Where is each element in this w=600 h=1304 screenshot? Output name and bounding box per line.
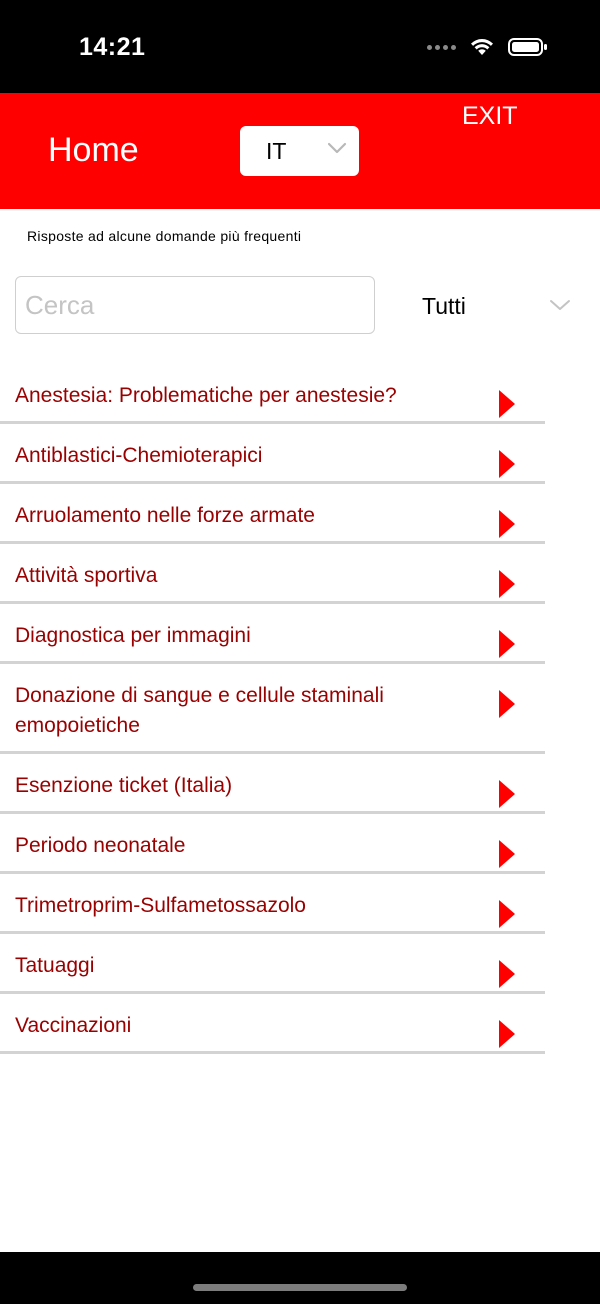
list-item[interactable] xyxy=(0,424,545,484)
page-title: Home xyxy=(48,131,139,169)
list-item[interactable] xyxy=(0,994,545,1054)
language-select-value: IT xyxy=(266,138,287,164)
battery-icon xyxy=(508,37,548,57)
faq-list xyxy=(0,364,545,1054)
play-arrow-icon xyxy=(499,900,515,928)
list-item-label: Donazione di sangue e cellule staminali emopoietiche xyxy=(15,684,384,737)
play-arrow-icon xyxy=(499,780,515,808)
exit-button[interactable]: EXIT xyxy=(462,102,518,130)
play-arrow-icon xyxy=(499,630,515,658)
play-arrow-icon xyxy=(499,390,515,418)
play-arrow-icon xyxy=(499,570,515,598)
bottom-bar xyxy=(0,1252,600,1304)
status-icons xyxy=(427,37,548,57)
list-item[interactable] xyxy=(0,484,545,544)
list-item[interactable] xyxy=(0,754,545,814)
list-item-label: Esenzione ticket (Italia) xyxy=(15,774,233,797)
list-item[interactable] xyxy=(0,664,545,754)
play-arrow-icon xyxy=(499,960,515,988)
home-indicator[interactable] xyxy=(193,1284,407,1291)
play-arrow-icon xyxy=(499,690,515,718)
list-item[interactable] xyxy=(0,604,545,664)
language-select[interactable] xyxy=(240,126,359,176)
status-bar xyxy=(0,0,600,93)
list-item-label: Attività sportiva xyxy=(15,564,158,587)
list-item[interactable] xyxy=(0,814,545,874)
play-arrow-icon xyxy=(499,1020,515,1048)
list-item-label: Vaccinazioni xyxy=(15,1014,132,1037)
search-input[interactable] xyxy=(15,276,375,334)
chevron-down-icon xyxy=(549,298,571,312)
list-item[interactable] xyxy=(0,874,545,934)
list-item-label: Periodo neonatale xyxy=(15,834,186,857)
list-item-label: Antiblastici-Chemioterapici xyxy=(15,444,263,467)
category-filter-select[interactable] xyxy=(408,276,583,334)
list-item-label: Tatuaggi xyxy=(15,954,95,977)
list-item[interactable] xyxy=(0,544,545,604)
list-item[interactable] xyxy=(0,934,545,994)
list-item-label: Trimetroprim-Sulfametossazolo xyxy=(15,894,306,917)
list-item-label: Arruolamento nelle forze armate xyxy=(15,504,315,527)
status-time: 14:21 xyxy=(79,33,146,61)
page-subtitle: Risposte ad alcune domande più frequenti xyxy=(27,228,302,244)
play-arrow-icon xyxy=(499,840,515,868)
cellular-signal-icon xyxy=(427,45,456,50)
wifi-icon xyxy=(470,38,494,56)
play-arrow-icon xyxy=(499,450,515,478)
list-item-label: Diagnostica per immagini xyxy=(15,624,251,647)
play-arrow-icon xyxy=(499,510,515,538)
list-item-label: Anestesia: Problematiche per anestesie? xyxy=(15,384,397,407)
chevron-down-icon xyxy=(327,141,347,155)
app-header xyxy=(0,93,600,209)
category-filter-value: Tutti xyxy=(422,293,466,319)
list-item[interactable] xyxy=(0,364,545,424)
